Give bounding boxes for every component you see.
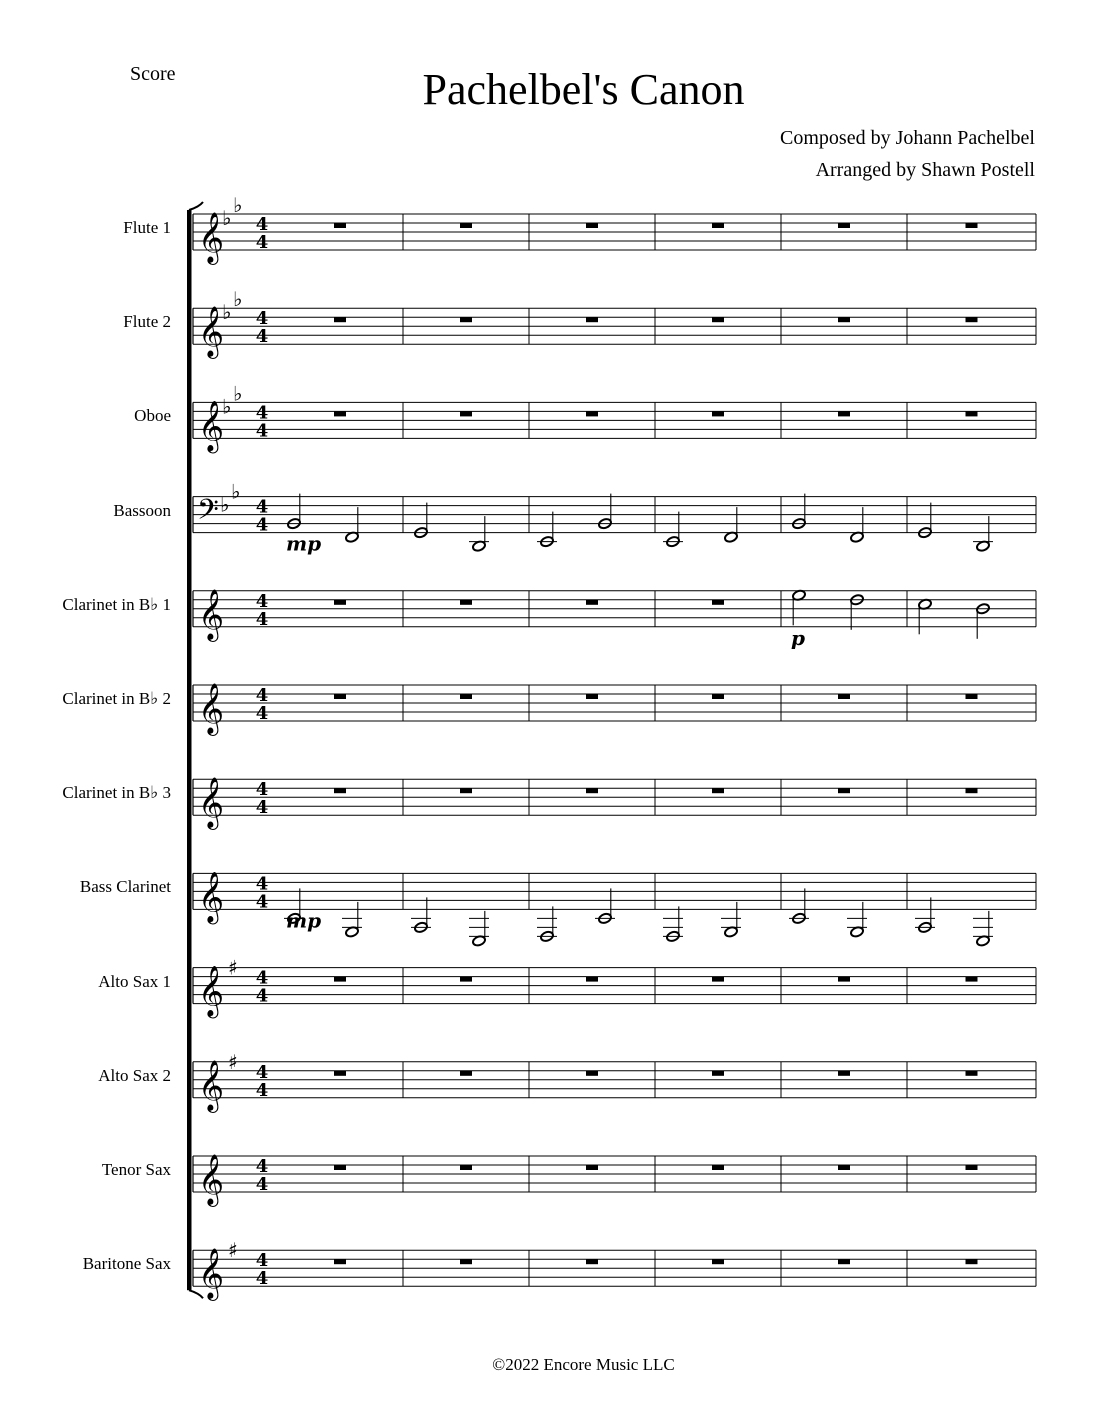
- whole-rest: [966, 694, 978, 699]
- whole-rest: [712, 1071, 724, 1076]
- half-note: [721, 902, 741, 938]
- time-signature-top: 4: [255, 967, 269, 989]
- whole-rest: [712, 600, 724, 605]
- whole-rest: [586, 411, 598, 416]
- instrument-label: Baritone Sax: [82, 1254, 171, 1274]
- sharp-icon: ♯: [228, 955, 238, 980]
- half-note: [537, 512, 557, 548]
- whole-rest: [460, 977, 472, 982]
- time-signature-top: 4: [255, 496, 269, 518]
- half-note: [976, 603, 991, 639]
- time-signature-bottom: 4: [255, 703, 269, 724]
- staff: [193, 589, 1036, 650]
- half-note: [598, 494, 613, 530]
- whole-rest: [966, 223, 978, 228]
- half-note: [792, 589, 807, 625]
- treble-clef-icon: 𝄞: [198, 588, 225, 640]
- whole-rest: [334, 694, 346, 699]
- whole-rest: [712, 1259, 724, 1264]
- staff: [193, 193, 1036, 265]
- whole-rest: [838, 1071, 850, 1076]
- whole-rest: [334, 600, 346, 605]
- half-note: [469, 516, 489, 552]
- whole-rest: [712, 1165, 724, 1170]
- whole-rest: [586, 1071, 598, 1076]
- whole-rest: [712, 694, 724, 699]
- dynamic-marking: mp: [286, 908, 322, 933]
- staff: [193, 1238, 1036, 1301]
- whole-rest: [586, 694, 598, 699]
- time-signature-bottom: 4: [255, 1079, 269, 1101]
- whole-rest: [460, 1165, 472, 1170]
- whole-rest: [966, 1165, 978, 1170]
- bass-clef-icon: 𝄢: [197, 493, 219, 534]
- half-note: [789, 888, 809, 924]
- whole-rest: [712, 223, 724, 228]
- whole-rest: [586, 977, 598, 982]
- time-signature-top: 4: [255, 1250, 269, 1272]
- half-note: [411, 897, 431, 933]
- whole-rest: [334, 788, 346, 793]
- whole-rest: [460, 1071, 472, 1076]
- whole-rest: [712, 411, 724, 416]
- instrument-label: Alto Sax 1: [98, 971, 171, 991]
- whole-rest: [334, 223, 346, 228]
- half-note: [915, 897, 935, 933]
- whole-rest: [838, 788, 850, 793]
- instrument-label: Oboe: [134, 406, 171, 426]
- time-signature-bottom: 4: [255, 1174, 269, 1195]
- half-note: [537, 906, 557, 942]
- half-note: [663, 512, 683, 548]
- whole-rest: [966, 1259, 978, 1264]
- half-note: [724, 507, 739, 543]
- whole-rest: [460, 317, 472, 322]
- whole-rest: [460, 600, 472, 605]
- instrument-label: Clarinet in B♭ 1: [62, 594, 171, 614]
- treble-clef-icon: 𝄞: [198, 1248, 225, 1300]
- time-signature-bottom: 4: [255, 608, 269, 630]
- sharp-icon: ♯: [228, 1238, 238, 1263]
- whole-rest: [460, 694, 472, 699]
- whole-rest: [838, 223, 850, 228]
- arranger-credit: Arranged by Shawn Postell: [815, 159, 1035, 181]
- staff: [193, 480, 1036, 556]
- whole-rest: [966, 977, 978, 982]
- flat-icon: ♭: [233, 193, 243, 217]
- whole-rest: [838, 694, 850, 699]
- treble-clef-icon: 𝄞: [198, 1059, 225, 1111]
- instrument-label: Tenor Sax: [101, 1160, 171, 1179]
- time-signature-bottom: 4: [255, 1268, 269, 1290]
- dynamic-marking: p: [791, 625, 805, 650]
- time-signature-bottom: 4: [255, 797, 269, 819]
- instrument-label: Clarinet in B♭ 2: [62, 689, 171, 708]
- time-signature-top: 4: [255, 1156, 269, 1177]
- staff: [193, 1154, 1036, 1207]
- half-note: [342, 902, 362, 938]
- whole-rest: [712, 317, 724, 322]
- half-note: [973, 516, 993, 552]
- flat-icon: ♭: [233, 381, 243, 406]
- dynamic-marking: mp: [286, 531, 322, 556]
- half-note: [287, 494, 302, 530]
- flat-icon: ♭: [231, 479, 241, 504]
- whole-rest: [966, 1071, 978, 1076]
- instrument-label: Clarinet in B♭ 3: [62, 783, 171, 803]
- time-signature-bottom: 4: [255, 420, 269, 442]
- whole-rest: [838, 977, 850, 982]
- time-signature-bottom: 4: [255, 985, 269, 1007]
- whole-rest: [838, 1259, 850, 1264]
- whole-rest: [586, 600, 598, 605]
- treble-clef-icon: 𝄞: [198, 871, 225, 923]
- treble-clef-icon: 𝄞: [198, 965, 225, 1017]
- staff: [193, 1050, 1036, 1113]
- whole-rest: [334, 1071, 346, 1076]
- whole-rest: [334, 977, 346, 982]
- staff: [193, 683, 1036, 736]
- instrument-label: Flute 1: [123, 218, 171, 237]
- half-note: [850, 594, 865, 630]
- half-note: [595, 888, 615, 924]
- time-signature-top: 4: [255, 873, 269, 895]
- treble-clef-icon: 𝄞: [198, 306, 225, 358]
- whole-rest: [838, 317, 850, 322]
- instrument-label: Bassoon: [113, 500, 171, 520]
- flat-icon: ♭: [222, 206, 232, 230]
- whole-rest: [334, 1259, 346, 1264]
- whole-rest: [460, 1259, 472, 1264]
- instrument-label: Bass Clarinet: [79, 877, 171, 897]
- half-note: [850, 507, 865, 543]
- time-signature-bottom: 4: [255, 326, 269, 348]
- time-signature-top: 4: [255, 590, 269, 612]
- whole-rest: [586, 223, 598, 228]
- whole-rest: [586, 788, 598, 793]
- half-note: [663, 906, 683, 942]
- whole-rest: [838, 1165, 850, 1170]
- instrument-label: Flute 2: [123, 312, 171, 332]
- whole-rest: [966, 788, 978, 793]
- staff: [193, 777, 1036, 830]
- flat-icon: ♭: [222, 394, 232, 419]
- whole-rest: [966, 317, 978, 322]
- whole-rest: [460, 411, 472, 416]
- treble-clef-icon: 𝄞: [198, 777, 225, 829]
- whole-rest: [586, 317, 598, 322]
- half-note: [469, 911, 489, 947]
- composer-credit: Composed by Johann Pachelbel: [780, 127, 1035, 149]
- time-signature-bottom: 4: [255, 514, 269, 536]
- whole-rest: [334, 411, 346, 416]
- staff: [193, 871, 1036, 947]
- time-signature-top: 4: [255, 402, 269, 424]
- treble-clef-icon: 𝄞: [198, 1154, 225, 1205]
- half-note: [918, 598, 933, 634]
- half-note: [847, 902, 867, 938]
- whole-rest: [838, 411, 850, 416]
- time-signature-bottom: 4: [255, 891, 269, 913]
- copyright-notice: ©2022 Encore Music LLC: [492, 1355, 675, 1374]
- whole-rest: [712, 788, 724, 793]
- half-note: [345, 507, 360, 543]
- whole-rest: [712, 977, 724, 982]
- half-note: [414, 503, 429, 539]
- time-signature-top: 4: [255, 308, 269, 330]
- whole-rest: [586, 1165, 598, 1170]
- staff: [193, 956, 1036, 1019]
- whole-rest: [460, 788, 472, 793]
- whole-rest: [966, 411, 978, 416]
- whole-rest: [460, 223, 472, 228]
- flat-icon: ♭: [233, 287, 243, 312]
- staff: [193, 381, 1036, 453]
- time-signature-top: 4: [255, 685, 269, 706]
- whole-rest: [334, 317, 346, 322]
- whole-rest: [334, 1165, 346, 1170]
- half-note: [973, 911, 993, 947]
- instrument-label: Alto Sax 2: [98, 1065, 171, 1085]
- sharp-icon: ♯: [228, 1049, 238, 1074]
- half-note: [918, 503, 933, 539]
- system-bracket: [187, 202, 203, 1298]
- half-note: [792, 494, 807, 530]
- flat-icon: ♭: [222, 300, 232, 325]
- treble-clef-icon: 𝄞: [198, 683, 225, 734]
- score-label: Score: [130, 63, 176, 85]
- time-signature-bottom: 4: [255, 232, 269, 253]
- flat-icon: ♭: [220, 492, 230, 517]
- treble-clef-icon: 𝄞: [198, 400, 225, 452]
- time-signature-top: 4: [255, 779, 269, 801]
- whole-rest: [586, 1259, 598, 1264]
- staff: [193, 287, 1036, 359]
- time-signature-top: 4: [255, 214, 269, 235]
- treble-clef-icon: 𝄞: [198, 212, 225, 263]
- page-title: Pachelbel's Canon: [422, 65, 745, 114]
- time-signature-top: 4: [255, 1061, 269, 1083]
